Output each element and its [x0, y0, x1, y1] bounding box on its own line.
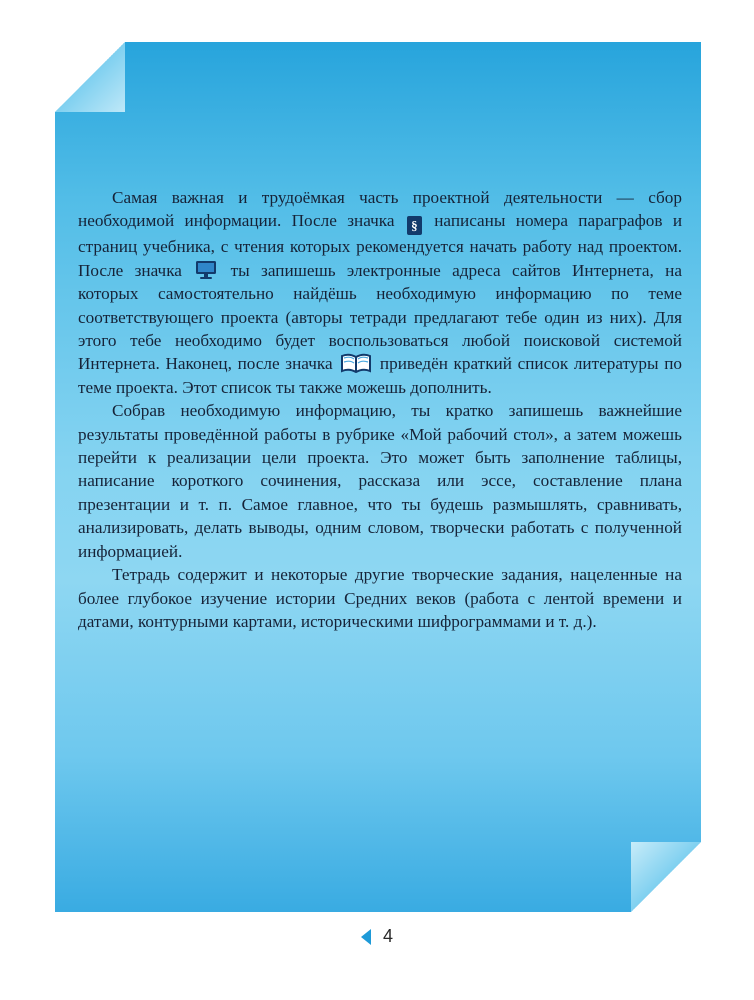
book-icon [340, 353, 372, 373]
paragraph-2: Собрав необходимую информацию, ты кратко запишешь важнейшие результаты проведённой работы в рубрике «Мой рабочий стол», а затем можешь перейти к реализации цели проекта. Это может быть заполнение таблицы, написание короткого сочинения, рассказа или эссе, составление плана презентации и т. п. Самое главное, что ты будешь размышлять, сравнивать, анализировать, делать выводы, одним словом, творчески работать с полученной информацией. [78, 401, 682, 561]
top-left-corner-cut [55, 42, 125, 112]
paragraph-1 [78, 186, 682, 399]
body-text [78, 186, 682, 633]
paragraph-1-part-2: написаны номера параграфов и страниц учебника, с чтения которых рекомендуется начать работу над проектом. После значка [78, 211, 683, 280]
bottom-right-corner-cut [631, 842, 701, 912]
paragraph-1-part-3: ты запишешь электронные адреса сайтов Интернета, на которых самостоятельно найдёшь необходимую информацию по теме соответствующего проекта (авторы тетради предлагают тебе один из них). Для этого тебе необходимо будет воспользоваться любой поисковой системой Интернета. Наконец, после значка [78, 260, 683, 374]
paragraph-1-part-1: Самая важная и трудоёмкая часть проектной деятельности — сбор необходимой информации. После значка [78, 188, 682, 231]
page-footer [0, 926, 754, 956]
paragraph-icon: § [407, 216, 422, 235]
page-number: 4 [382, 926, 393, 946]
triangle-left-icon [361, 929, 371, 945]
monitor-icon [195, 260, 217, 280]
paragraph-3: Тетрадь содержит и некоторые другие творческие задания, нацеленные на более глубокое изучение истории Средних веков (работа с лентой времени и датами, контурными картами, историческими шифрограммами и т. д.). [78, 565, 682, 631]
paragraph-1-part-4: приведён краткий список литературы по теме проекта. Этот список ты также можешь дополнить. [78, 354, 683, 397]
